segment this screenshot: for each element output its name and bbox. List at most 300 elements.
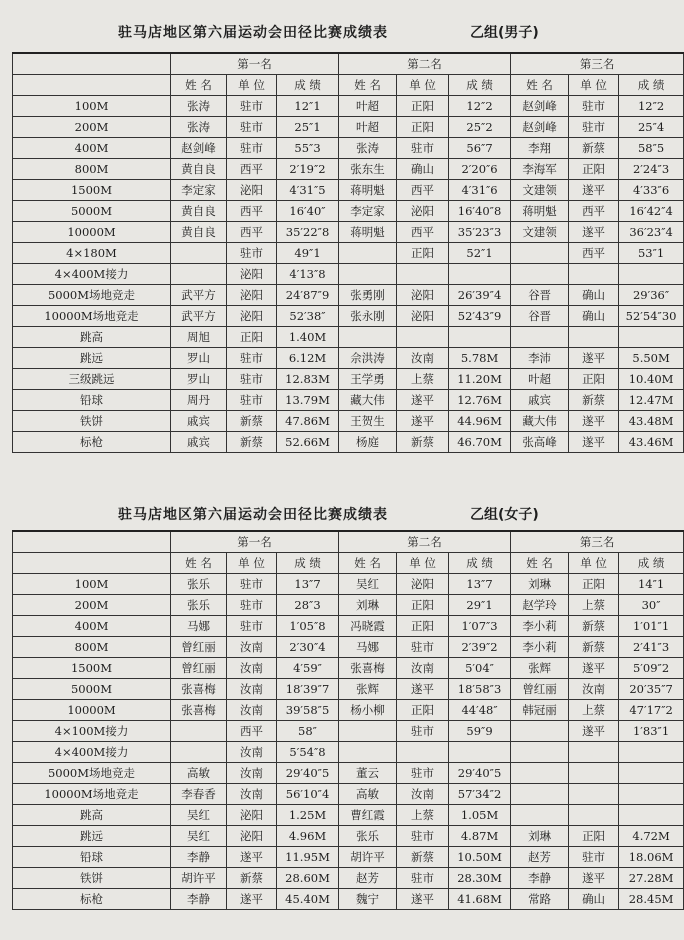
result-cell: 28.60M	[277, 868, 339, 889]
result-cell: 52″1	[449, 243, 511, 264]
result-cell: 2′39″2	[449, 637, 511, 658]
table-row	[13, 742, 684, 763]
unit-cell: 驻市	[227, 117, 277, 138]
male-table-title: 驻马店地区第六届运动会田径比赛成绩表	[118, 25, 388, 41]
result-cell: 13″7	[449, 574, 511, 595]
unit-cell: 汝南	[397, 784, 449, 805]
field-header: 姓 名	[511, 553, 569, 574]
unit-cell: 确山	[569, 889, 619, 910]
unit-cell: 西平	[569, 201, 619, 222]
result-cell: 16′40″8	[449, 201, 511, 222]
name-cell: 胡许平	[339, 847, 397, 868]
unit-cell: 泌阳	[397, 201, 449, 222]
name-cell: 藏大伟	[511, 411, 569, 432]
result-cell: 2′19″2	[277, 159, 339, 180]
table-row	[13, 721, 684, 742]
name-cell: 叶超	[339, 117, 397, 138]
unit-cell: 正阳	[569, 574, 619, 595]
event-cell: 200M	[13, 117, 171, 138]
result-cell: 30″	[619, 595, 684, 616]
field-header: 姓 名	[171, 75, 227, 96]
name-cell	[511, 742, 569, 763]
result-cell: 57′34″2	[449, 784, 511, 805]
name-cell: 张喜梅	[171, 679, 227, 700]
name-cell: 曾红丽	[511, 679, 569, 700]
unit-cell: 泌阳	[227, 285, 277, 306]
event-cell: 1500M	[13, 180, 171, 201]
name-cell: 李海军	[511, 159, 569, 180]
table-row	[13, 285, 684, 306]
name-cell: 佘洪涛	[339, 348, 397, 369]
table-row	[13, 348, 684, 369]
event-cell: 跳远	[13, 348, 171, 369]
field-header: 姓 名	[171, 553, 227, 574]
unit-cell: 遂平	[397, 390, 449, 411]
unit-cell: 汝南	[397, 658, 449, 679]
result-cell: 52′38″	[277, 306, 339, 327]
unit-cell: 汝南	[569, 679, 619, 700]
field-header: 姓 名	[511, 75, 569, 96]
female-field-header-row	[13, 553, 684, 574]
result-cell: 1′07″3	[449, 616, 511, 637]
unit-cell: 驻市	[227, 616, 277, 637]
result-cell: 13″7	[277, 574, 339, 595]
name-cell: 罗山	[171, 369, 227, 390]
unit-cell	[569, 742, 619, 763]
name-cell: 李静	[171, 847, 227, 868]
name-cell: 周旭	[171, 327, 227, 348]
name-cell: 戚宾	[171, 411, 227, 432]
result-cell: 4′59″	[277, 658, 339, 679]
name-cell: 赵学玲	[511, 595, 569, 616]
name-cell	[511, 327, 569, 348]
name-cell: 文建领	[511, 222, 569, 243]
unit-cell: 确山	[569, 306, 619, 327]
result-cell: 20′35″7	[619, 679, 684, 700]
name-cell	[511, 784, 569, 805]
name-cell: 张辉	[339, 679, 397, 700]
name-cell: 张喜梅	[339, 658, 397, 679]
table-row	[13, 96, 684, 117]
result-cell: 10.40M	[619, 369, 684, 390]
unit-cell: 遂平	[569, 868, 619, 889]
unit-cell: 西平	[397, 222, 449, 243]
result-cell: 2′41″3	[619, 637, 684, 658]
unit-cell: 上蔡	[569, 595, 619, 616]
event-header-cell	[13, 53, 171, 75]
unit-cell: 西平	[227, 201, 277, 222]
unit-cell: 泌阳	[397, 285, 449, 306]
result-cell: 56″7	[449, 138, 511, 159]
field-header: 姓 名	[339, 75, 397, 96]
unit-cell: 驻市	[227, 243, 277, 264]
table-row	[13, 117, 684, 138]
unit-cell: 正阳	[397, 616, 449, 637]
table-row	[13, 784, 684, 805]
result-cell: 6.12M	[277, 348, 339, 369]
event-cell: 铁饼	[13, 411, 171, 432]
unit-cell: 正阳	[227, 327, 277, 348]
unit-cell	[397, 742, 449, 763]
name-cell: 李春香	[171, 784, 227, 805]
result-cell: 14″1	[619, 574, 684, 595]
name-cell: 张喜梅	[171, 700, 227, 721]
result-cell: 1.40M	[277, 327, 339, 348]
table-row	[13, 159, 684, 180]
result-cell: 41.68M	[449, 889, 511, 910]
name-cell: 冯晓霞	[339, 616, 397, 637]
result-cell	[619, 763, 684, 784]
unit-cell: 正阳	[569, 826, 619, 847]
result-cell: 56′10″4	[277, 784, 339, 805]
unit-cell: 驻市	[397, 138, 449, 159]
name-cell: 高敏	[171, 763, 227, 784]
event-cell: 铅球	[13, 390, 171, 411]
name-cell	[511, 805, 569, 826]
result-cell: 1′05″8	[277, 616, 339, 637]
name-cell: 戚宾	[171, 432, 227, 453]
result-cell	[619, 327, 684, 348]
table-row	[13, 243, 684, 264]
table-row	[13, 595, 684, 616]
event-cell: 标枪	[13, 889, 171, 910]
name-cell: 李小莉	[511, 616, 569, 637]
table-row	[13, 369, 684, 390]
unit-cell: 驻市	[227, 390, 277, 411]
name-cell: 赵芳	[511, 847, 569, 868]
field-header: 成 绩	[449, 553, 511, 574]
result-cell: 52′54″30	[619, 306, 684, 327]
result-cell: 25″1	[277, 117, 339, 138]
male-results-table	[12, 52, 684, 453]
field-header: 成 绩	[619, 553, 684, 574]
unit-cell: 驻市	[569, 847, 619, 868]
result-cell: 2′30″4	[277, 637, 339, 658]
unit-cell: 遂平	[227, 889, 277, 910]
name-cell: 胡许平	[171, 868, 227, 889]
field-header: 成 绩	[619, 75, 684, 96]
field-header: 成 绩	[277, 553, 339, 574]
unit-cell: 驻市	[397, 637, 449, 658]
unit-cell: 正阳	[397, 117, 449, 138]
unit-cell: 遂平	[569, 348, 619, 369]
unit-cell: 西平	[397, 180, 449, 201]
unit-cell: 新蔡	[569, 138, 619, 159]
result-cell: 28.45M	[619, 889, 684, 910]
name-cell	[339, 327, 397, 348]
result-cell: 12″2	[619, 96, 684, 117]
unit-cell: 遂平	[227, 847, 277, 868]
unit-cell: 西平	[227, 721, 277, 742]
event-cell: 4×400M接力	[13, 264, 171, 285]
name-cell: 罗山	[171, 348, 227, 369]
result-cell: 12″1	[277, 96, 339, 117]
name-cell: 杨小柳	[339, 700, 397, 721]
name-cell: 刘琳	[511, 826, 569, 847]
name-cell	[171, 243, 227, 264]
result-cell: 58″	[277, 721, 339, 742]
event-cell: 跳高	[13, 805, 171, 826]
unit-cell	[569, 264, 619, 285]
result-cell: 12.76M	[449, 390, 511, 411]
unit-cell: 驻市	[227, 369, 277, 390]
name-cell: 张东生	[339, 159, 397, 180]
event-cell: 4×400M接力	[13, 742, 171, 763]
unit-cell: 正阳	[569, 369, 619, 390]
unit-cell: 驻市	[397, 868, 449, 889]
place-header: 第二名	[339, 531, 511, 553]
name-cell	[171, 742, 227, 763]
table-row	[13, 390, 684, 411]
name-cell	[339, 742, 397, 763]
table-row	[13, 180, 684, 201]
female-group-label: 乙组(女子)	[470, 507, 539, 523]
table-row	[13, 700, 684, 721]
event-cell: 5000M场地竞走	[13, 285, 171, 306]
result-cell	[449, 742, 511, 763]
event-cell: 4×180M	[13, 243, 171, 264]
unit-cell: 驻市	[397, 721, 449, 742]
unit-cell: 汝南	[397, 348, 449, 369]
result-cell: 1′83″1	[619, 721, 684, 742]
name-cell	[171, 264, 227, 285]
female-table-title: 驻马店地区第六届运动会田径比赛成绩表	[118, 507, 388, 523]
name-cell: 张高峰	[511, 432, 569, 453]
name-cell: 张乐	[171, 574, 227, 595]
unit-cell: 遂平	[397, 679, 449, 700]
unit-cell: 驻市	[569, 117, 619, 138]
result-cell: 2′20″6	[449, 159, 511, 180]
field-header: 单 位	[397, 553, 449, 574]
unit-cell: 遂平	[569, 658, 619, 679]
name-cell: 李沛	[511, 348, 569, 369]
name-cell	[339, 264, 397, 285]
event-cell: 100M	[13, 574, 171, 595]
name-cell: 吴红	[339, 574, 397, 595]
name-cell: 马娜	[339, 637, 397, 658]
result-cell: 29″1	[449, 595, 511, 616]
table-row	[13, 222, 684, 243]
result-cell: 1.05M	[449, 805, 511, 826]
unit-cell: 驻市	[227, 574, 277, 595]
result-cell: 2′24″3	[619, 159, 684, 180]
event-cell: 跳高	[13, 327, 171, 348]
unit-cell	[569, 805, 619, 826]
event-cell: 铅球	[13, 847, 171, 868]
place-header: 第三名	[511, 53, 684, 75]
unit-cell: 驻市	[227, 348, 277, 369]
result-cell: 55″3	[277, 138, 339, 159]
result-cell: 1′01″1	[619, 616, 684, 637]
result-cell: 52′43″9	[449, 306, 511, 327]
result-cell: 4.96M	[277, 826, 339, 847]
place-header: 第三名	[511, 531, 684, 553]
result-cell: 35′23″3	[449, 222, 511, 243]
event-cell: 10000M场地竞走	[13, 784, 171, 805]
event-cell: 800M	[13, 637, 171, 658]
table-row	[13, 763, 684, 784]
event-cell: 4×100M接力	[13, 721, 171, 742]
result-cell	[619, 805, 684, 826]
event-cell: 标枪	[13, 432, 171, 453]
unit-cell: 泌阳	[227, 805, 277, 826]
unit-cell: 确山	[397, 159, 449, 180]
unit-cell: 汝南	[227, 679, 277, 700]
unit-cell: 正阳	[397, 243, 449, 264]
unit-cell: 正阳	[397, 96, 449, 117]
table-row	[13, 201, 684, 222]
result-cell: 25″2	[449, 117, 511, 138]
unit-cell: 正阳	[397, 700, 449, 721]
result-cell: 49″1	[277, 243, 339, 264]
result-cell: 28″3	[277, 595, 339, 616]
name-cell	[511, 721, 569, 742]
table-row	[13, 411, 684, 432]
result-cell: 5′09″2	[619, 658, 684, 679]
result-cell: 29′40″5	[277, 763, 339, 784]
unit-cell: 正阳	[569, 159, 619, 180]
name-cell: 赵剑峰	[511, 117, 569, 138]
result-cell: 18′39″7	[277, 679, 339, 700]
unit-cell: 汝南	[227, 637, 277, 658]
unit-cell: 汝南	[227, 763, 277, 784]
name-cell: 张永刚	[339, 306, 397, 327]
name-cell: 王贺生	[339, 411, 397, 432]
result-cell: 24′87″9	[277, 285, 339, 306]
unit-cell: 遂平	[397, 411, 449, 432]
result-cell: 16′40″	[277, 201, 339, 222]
result-cell: 29′36″	[619, 285, 684, 306]
table-row	[13, 847, 684, 868]
result-cell: 13.79M	[277, 390, 339, 411]
unit-cell: 上蔡	[397, 805, 449, 826]
event-cell: 800M	[13, 159, 171, 180]
name-cell: 曹红霞	[339, 805, 397, 826]
unit-cell: 驻市	[397, 826, 449, 847]
result-cell: 10.50M	[449, 847, 511, 868]
name-cell: 李翔	[511, 138, 569, 159]
place-header: 第二名	[339, 53, 511, 75]
name-cell	[339, 243, 397, 264]
name-cell: 蒋明魁	[339, 180, 397, 201]
table-row	[13, 327, 684, 348]
result-cell: 16′42″4	[619, 201, 684, 222]
place-header: 第一名	[171, 531, 339, 553]
name-cell: 叶超	[511, 369, 569, 390]
unit-cell: 遂平	[397, 889, 449, 910]
result-cell: 46.70M	[449, 432, 511, 453]
female-place-header-row	[13, 531, 684, 553]
unit-cell: 遂平	[569, 432, 619, 453]
unit-cell: 新蔡	[569, 390, 619, 411]
unit-cell: 汝南	[227, 784, 277, 805]
unit-cell: 确山	[569, 285, 619, 306]
table-row	[13, 889, 684, 910]
female-title-row	[0, 500, 670, 526]
name-cell: 周丹	[171, 390, 227, 411]
name-cell: 刘琳	[511, 574, 569, 595]
unit-cell: 新蔡	[227, 411, 277, 432]
result-cell	[449, 327, 511, 348]
name-cell: 武平方	[171, 285, 227, 306]
result-cell: 35′22″8	[277, 222, 339, 243]
result-cell: 5.78M	[449, 348, 511, 369]
name-cell: 吴红	[171, 826, 227, 847]
field-header: 成 绩	[277, 75, 339, 96]
name-cell: 李定家	[171, 180, 227, 201]
unit-cell: 西平	[227, 159, 277, 180]
result-cell: 11.95M	[277, 847, 339, 868]
table-row	[13, 138, 684, 159]
unit-cell: 汝南	[227, 658, 277, 679]
table-row	[13, 637, 684, 658]
unit-cell: 泌阳	[227, 306, 277, 327]
table-row	[13, 805, 684, 826]
event-header-cell	[13, 531, 171, 553]
unit-cell: 新蔡	[397, 847, 449, 868]
unit-cell: 驻市	[227, 96, 277, 117]
result-cell: 47.86M	[277, 411, 339, 432]
unit-cell: 遂平	[569, 180, 619, 201]
field-header: 单 位	[569, 553, 619, 574]
result-cell: 18′58″3	[449, 679, 511, 700]
unit-cell: 汝南	[227, 742, 277, 763]
male-place-header-row	[13, 53, 684, 75]
name-cell: 赵剑峰	[171, 138, 227, 159]
name-cell: 李静	[171, 889, 227, 910]
name-cell	[511, 763, 569, 784]
female-results-table	[12, 530, 684, 910]
result-cell	[619, 784, 684, 805]
unit-cell: 驻市	[227, 138, 277, 159]
name-cell: 张涛	[171, 117, 227, 138]
result-cell: 1.25M	[277, 805, 339, 826]
name-cell: 李定家	[339, 201, 397, 222]
result-cell: 4.72M	[619, 826, 684, 847]
name-cell: 黄自良	[171, 201, 227, 222]
unit-cell: 西平	[569, 243, 619, 264]
result-cell: 5′04″	[449, 658, 511, 679]
result-cell: 4′31″6	[449, 180, 511, 201]
field-header: 成 绩	[449, 75, 511, 96]
table-row	[13, 679, 684, 700]
name-cell: 谷晋	[511, 285, 569, 306]
result-cell: 52.66M	[277, 432, 339, 453]
result-cell: 26′39″4	[449, 285, 511, 306]
result-cell: 12.83M	[277, 369, 339, 390]
field-header: 单 位	[397, 75, 449, 96]
unit-cell: 新蔡	[397, 432, 449, 453]
result-cell	[619, 264, 684, 285]
table-row	[13, 826, 684, 847]
result-cell: 47′17″2	[619, 700, 684, 721]
name-cell: 董云	[339, 763, 397, 784]
result-cell: 18.06M	[619, 847, 684, 868]
table-row	[13, 616, 684, 637]
unit-cell: 遂平	[569, 411, 619, 432]
name-cell: 曾红丽	[171, 637, 227, 658]
table-row	[13, 306, 684, 327]
event-cell: 400M	[13, 138, 171, 159]
unit-cell	[569, 763, 619, 784]
unit-cell: 正阳	[397, 595, 449, 616]
unit-cell: 新蔡	[569, 616, 619, 637]
unit-cell: 上蔡	[397, 369, 449, 390]
unit-cell: 泌阳	[227, 264, 277, 285]
unit-cell: 汝南	[227, 700, 277, 721]
result-cell: 4′31″5	[277, 180, 339, 201]
name-cell: 蒋明魁	[511, 201, 569, 222]
